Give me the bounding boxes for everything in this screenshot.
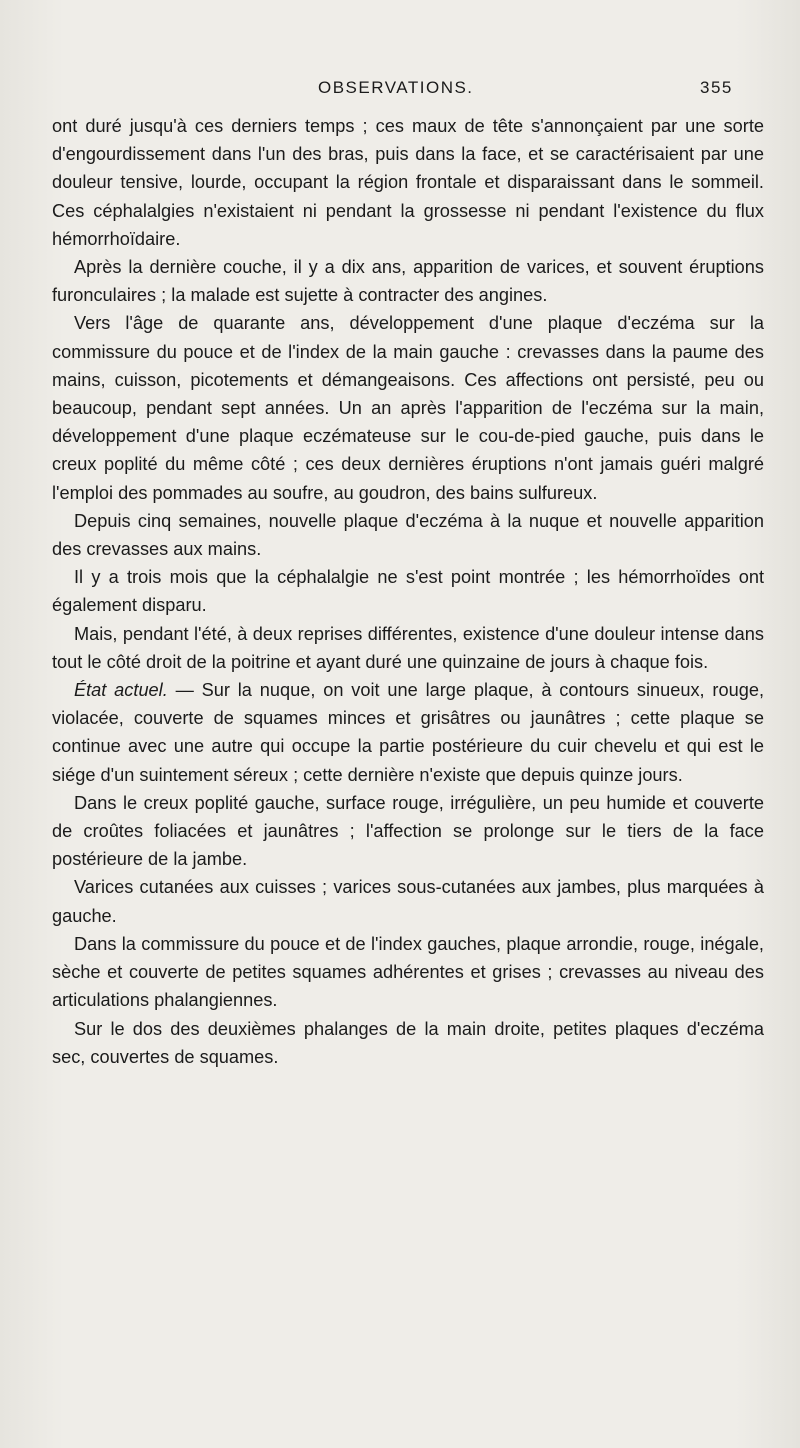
etat-actuel-label: État actuel. xyxy=(74,680,168,701)
paragraph: Vers l'âge de quarante ans, développement d'une plaque d'eczéma sur la commissure du pouce et de l'index de la main gauche : crevasses dans la paume des mains, cuisson, picotements et démangeaisons. Ces affections ont persisté, peu ou beaucoup, pendant sept années. Un an après l'apparition de l'eczéma sur la main, développement d'une plaque eczémateuse sur le cou-de-pied gauche, puis dans le creux poplité du même côté ; ces deux dernières éruptions n'ont jamais guéri malgré l'emploi des pommades au soufre, au goudron, des bains sulfureux. xyxy=(52,313,764,503)
running-header xyxy=(0,78,800,102)
etat-actuel-text: — Sur la nuque, on voit une large plaque, à contours sinueux, rouge, violacée, couverte de squames minces et grisâtres ou jaunâtres ; cette plaque se continue avec une autre qui occupe la partie postérieure du cuir chevelu et qui est le siége d'un suintement séreux ; cette dernière n'existe que depuis quinze jours. xyxy=(52,680,765,785)
paragraph: Dans le creux poplité gauche, surface rouge, irrégulière, un peu humide et couverte de croûtes foliacées et jaunâtres ; l'affection se prolonge sur le tiers de la face postérieure de la jambe. xyxy=(52,792,764,870)
paragraph: ont duré jusqu'à ces derniers temps ; ces maux de tête s'annonçaient par une sorte d'engourdissement dans l'un des bras, puis dans la face, et se caractérisaient par une douleur tensive, lourde, occupant la région frontale et disparaissant dans le sommeil. Ces céphalalgies n'existaient ni pendant la grossesse ni pendant l'existence du flux hémorrhoïdaire. xyxy=(52,116,764,249)
running-title: OBSERVATIONS. xyxy=(318,78,474,97)
paragraph: Après la dernière couche, il y a dix ans, apparition de varices, et souvent éruptions furonculaires ; la malade est sujette à contracter des angines. xyxy=(52,257,764,306)
paragraph: Dans la commissure du pouce et de l'index gauches, plaque arrondie, rouge, inégale, sèche et couverte de petites squames adhérentes et grises ; crevasses au niveau des articulations phalangiennes. xyxy=(52,933,764,1011)
paragraph: Depuis cinq semaines, nouvelle plaque d'eczéma à la nuque et nouvelle apparition des crevasses aux mains. xyxy=(52,510,764,560)
paragraph: Varices cutanées aux cuisses ; varices sous-cutanées aux jambes, plus marquées à gauche. xyxy=(52,877,764,926)
paragraph: Mais, pendant l'été, à deux reprises différentes, existence d'une douleur intense dans tout le côté droit de la poitrine et ayant duré une quinzaine de jours à chaque fois. xyxy=(52,623,764,672)
etat-actuel-paragraph xyxy=(52,676,764,789)
page-number: 355 xyxy=(700,78,733,97)
text-body xyxy=(52,112,764,1071)
paragraph: Sur le dos des deuxièmes phalanges de la main droite, petites plaques d'eczéma sec, couvertes de squames. xyxy=(52,1018,764,1067)
paragraph: Il y a trois mois que la céphalalgie ne s'est point montrée ; les hémorrhoïdes ont également disparu. xyxy=(52,567,764,616)
